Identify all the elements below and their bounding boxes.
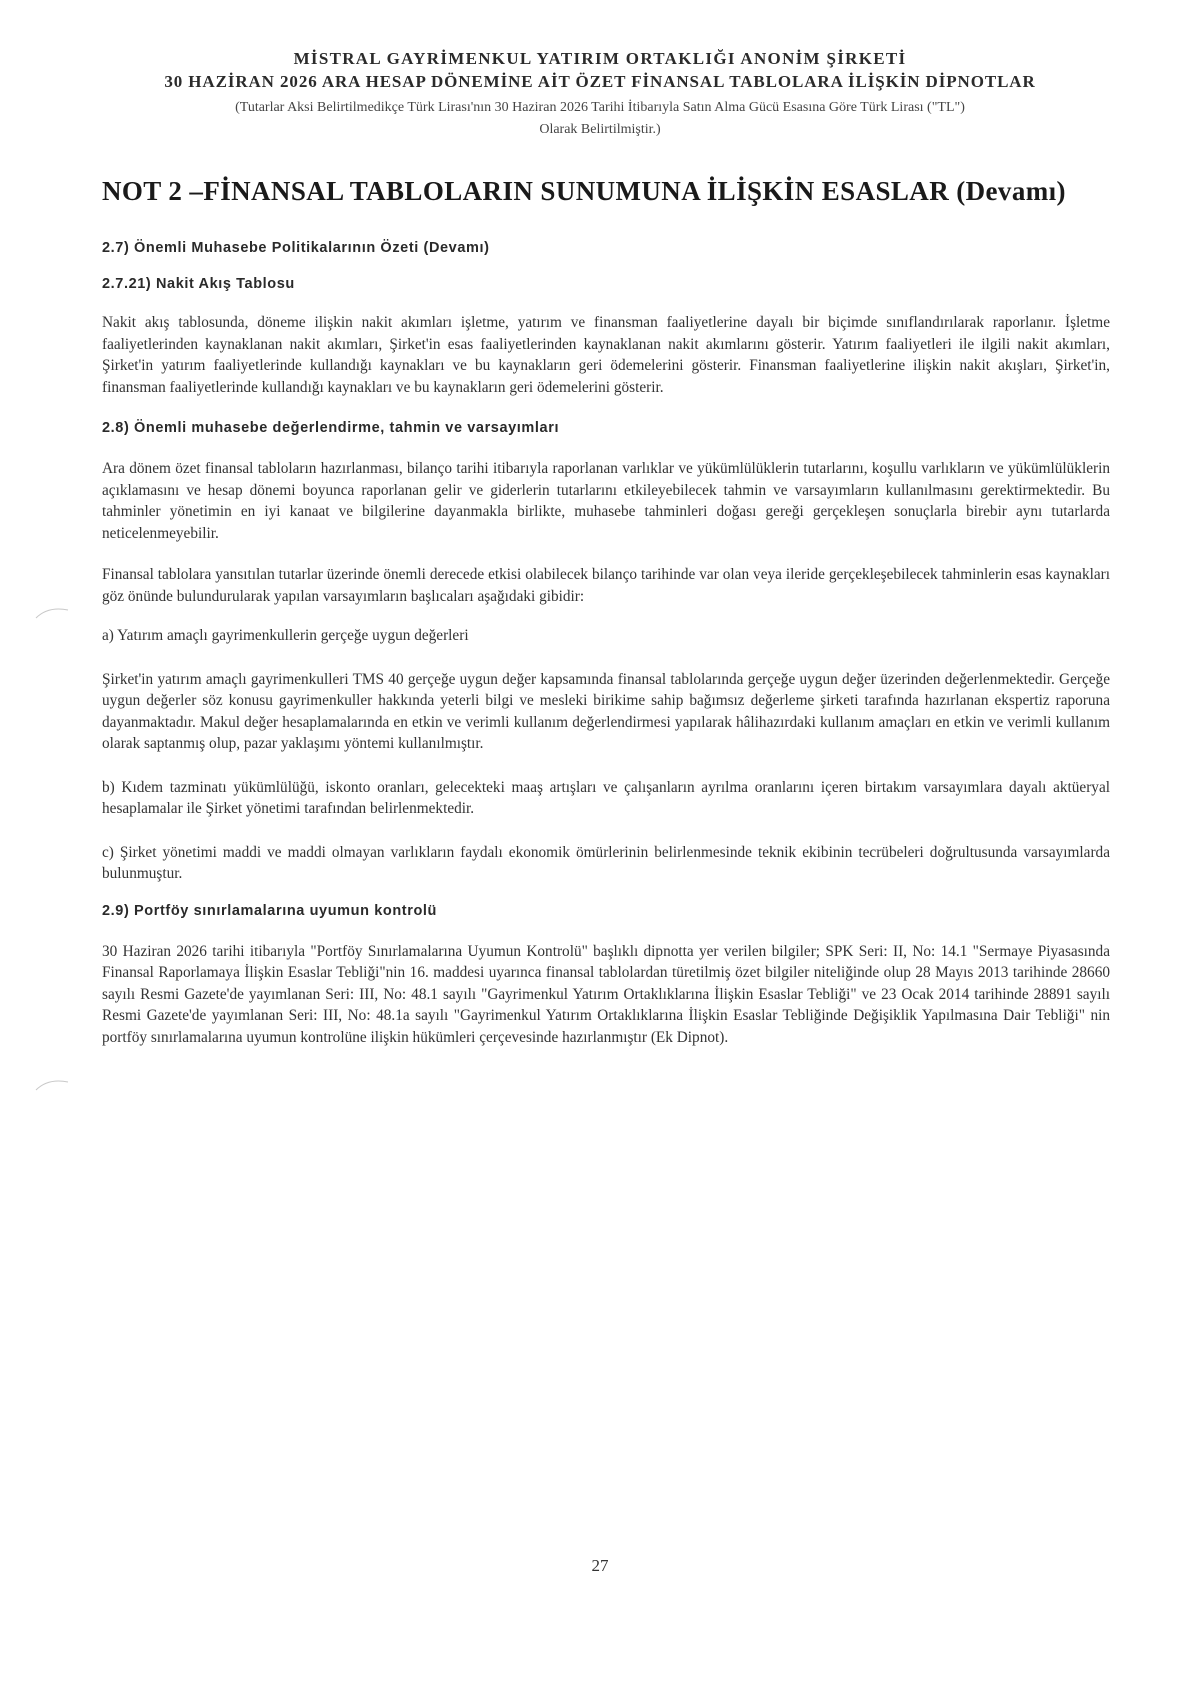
page-header	[90, 48, 1110, 141]
section-heading-2-7-21: 2.7.21) Nakit Akış Tablosu	[102, 276, 295, 292]
list-item-a: a) Yatırım amaçlı gayrimenkullerin gerçeğe uygun değerleri	[102, 627, 469, 644]
list-item-b: b) Kıdem tazminatı yükümlülüğü, iskonto oranları, gelecekteki maaş artışları ve çalışanların ayrılma oranlarını içeren birtakım varsayımlara dayalı aktüeryal hesaplamalar ile Şirket yönetimi tarafından belirlenmektedir.	[102, 778, 1110, 817]
paragraph-fair-value: Şirket'in yatırım amaçlı gayrimenkulleri TMS 40 gerçeğe uygun değer kapsamında finansal tablolarında gerçeğe uygun değer üzerinden değerlenmektedir. Gerçeğe uygun değerler söz konusu gayrimenkuller hakkında yeterli bilgi ve mesleki birikime sahip bağımsız değerleme şirketi tarafında hazırlanan ekspertiz raporuna dayanmaktadır. Makul değer hesaplamalarında en etkin ve verimli kullanım değerlendirmesi yapılarak hâlihazırdaki kullanım amaçları en etkin ve verimli kullanım olarak saptanmış olup, pazar yaklaşımı yöntemi kullanılmıştır.	[102, 670, 1110, 752]
report-subtitle: 30 HAZİRAN 2026 ARA HESAP DÖNEMİNE AİT ÖZET FİNANSAL TABLOLARA İLİŞKİN DİPNOTLAR	[164, 72, 1036, 91]
paragraph-estimates-2: Finansal tablolara yansıtılan tutarlar üzerinde önemli derecede etkisi olabilecek bilanço tarihinde var olan veya ileride gerçekleşebilecek tahminlerin esas kaynakları göz önünde bulundurularak yapılan varsayımların başlıcaları aşağıdaki gibidir:	[102, 566, 1110, 605]
paragraph-portfolio-limits: 30 Haziran 2026 tarihi itibarıyla "Portföy Sınırlamalarına Uyumun Kontrolü" başlıklı dipnotta yer verilen bilgiler; SPK Seri: II, No: 14.1 "Sermaye Piyasasında Finansal Raporlamaya İlişkin Esaslar Tebliği"nin 16. maddesi uyarınca finansal tablolardan türetilmiş özet bilgiler niteliğinde olup 28 Mayıs 2013 tarihinde 28660 sayılı Resmi Gazete'de yayımlanan Seri: III, No: 48.1 sayılı "Gayrimenkul Yatırım Ortaklıklarına İlişkin Esaslar Tebliği" ve 23 Ocak 2014 tarihinde 28891 sayılı Resmi Gazete'de yayımlanan Seri: III, No: 48.1a sayılı "Gayrimenkul Yatırım Ortaklıklarına İlişkin Esaslar Tebliğinde Değişiklik Yapılmasına Dair Tebliği" nin portföy sınırlamalarına uyumun kontrolüne ilişkin hükümleri çerçevesinde hazırlanmıştır (Ek Dipnot).	[102, 942, 1110, 1046]
section-heading-2-9: 2.9) Portföy sınırlamalarına uyumun kontrolü	[102, 902, 437, 919]
margin-scan-mark	[34, 602, 74, 622]
margin-scan-mark	[34, 1074, 74, 1094]
currency-note-line-2: Olarak Belirtilmiştir.)	[539, 122, 661, 137]
section-heading-2-7: 2.7) Önemli Muhasebe Politikalarının Özeti (Devamı)	[102, 240, 490, 256]
page-number: 27	[591, 1556, 609, 1575]
section-heading-2-8: 2.8) Önemli muhasebe değerlendirme, tahmin ve varsayımları	[102, 420, 560, 436]
company-name: MİSTRAL GAYRİMENKUL YATIRIM ORTAKLIĞI ANONİM ŞİRKETİ	[293, 49, 907, 68]
note-title: NOT 2 –FİNANSAL TABLOLARIN SUNUMUNA İLİŞKİN ESASLAR (Devamı)	[102, 176, 1066, 206]
list-item-c: c) Şirket yönetimi maddi ve maddi olmayan varlıkların faydalı ekonomik ömürlerinin belirlenmesinde teknik ekibinin tecrübeleri doğrultusunda varsayımlarda bulunmuştur.	[102, 843, 1110, 882]
note-content	[102, 240, 1110, 1048]
paragraph-cash-flow: Nakit akış tablosunda, döneme ilişkin nakit akımları işletme, yatırım ve finansman faaliyetlerine dayalı bir biçimde sınıflandırılarak raporlanır. İşletme faaliyetlerinden kaynaklanan nakit akımları, Şirket'in esas faaliyetlerinden kaynaklanan nakit akımlarını gösterir. Yatırım faaliyetleri ile ilgili nakit akımları, Şirket'in yatırım faaliyetlerinde kullandığı kaynakları ve bu kaynakların geri ödemelerini gösterir. Finansman faaliyetlerine ilişkin nakit akışları, Şirket'in, finansman faaliyetlerinde kullandığı kaynakları ve bu kaynakların geri ödemelerini gösterir.	[102, 314, 1110, 396]
currency-note-line-1: (Tutarlar Aksi Belirtilmedikçe Türk Lirası'nın 30 Haziran 2026 Tarihi İtibarıyla Satın Alma Gücü Esasına Göre Türk Lirası ("TL")	[235, 100, 965, 115]
paragraph-estimates-1: Ara dönem özet finansal tabloların hazırlanması, bilanço tarihi itibarıyla raporlanan varlıklar ve yükümlülüklerin tutarlarını, koşullu varlıkların ve yükümlülüklerin açıklamasını ve hesap dönemi boyunca raporlanan gelir ve giderlerin tutarlarını etkileyebilecek tahmin ve varsayımların kullanılmasını gerektirmektedir. Bu tahminler yönetimin en iyi kanaat ve bilgilerine dayanmakla birlikte, muhasebe tahminleri doğası gereği gerçekleşen sonuçlarla birebir aynı tutarlarda neticelenmeyebilir.	[102, 460, 1110, 542]
currency-note	[90, 97, 1110, 141]
